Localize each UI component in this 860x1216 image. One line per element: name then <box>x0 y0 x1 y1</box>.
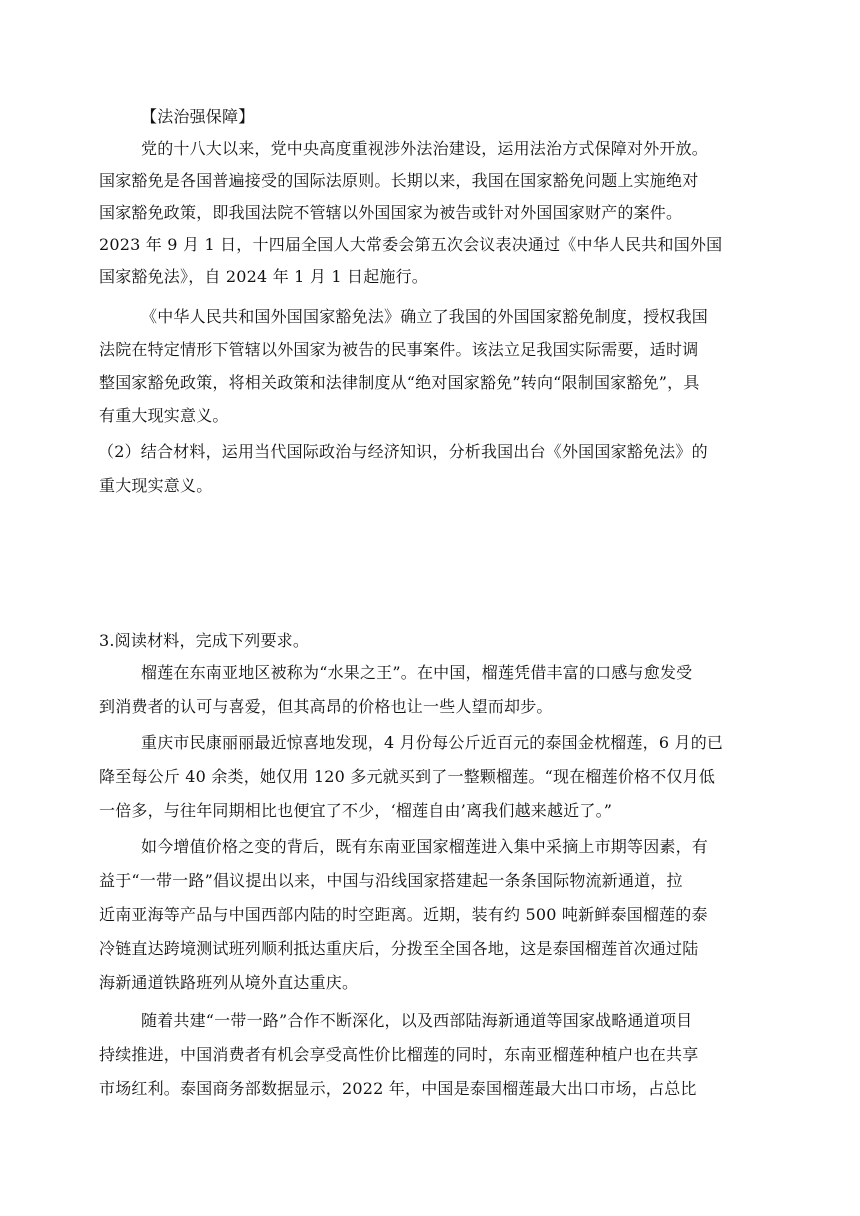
paragraph-line: 2023 年 9 月 1 日，十四届全国人大常委会第五次会议表决通过《中华人民共和国外国 <box>99 235 723 254</box>
paragraph-line: 党的十八大以来，党中央高度重视涉外法治建设，运用法治方式保障对外开放。 <box>141 139 709 158</box>
paragraph-line: 冷链直达跨境测试班列顺利抵达重庆后，分拨至全国各地，这是泰国榴莲首次通过陆 <box>99 939 699 958</box>
paragraph-line: 一倍多，与往年同期相比也便宜了不少，‘榴莲自由’离我们越来越近了。” <box>99 801 613 820</box>
paragraph-line: 海新通道铁路班列从境外直达重庆。 <box>99 973 359 992</box>
paragraph-line: 《中华人民共和国外国国家豁免法》确立了我国的外国国家豁免制度，授权我国 <box>141 307 709 326</box>
paragraph-line: 近南亚海等产品与中国西部内陆的时空距离。近期，装有约 500 吨新鲜泰国榴莲的泰 <box>99 905 708 924</box>
paragraph-line: 榴莲在东南亚地区被称为“水果之王”。在中国，榴莲凭借丰富的口感与愈发受 <box>141 663 693 682</box>
section-heading: 【法治强保障】 <box>141 107 255 126</box>
paragraph-line: 降至每公斤 40 余类，她仅用 120 多元就买到了一整颗榴莲。“现在榴莲价格不仅月低 <box>99 767 716 786</box>
paragraph-line: 到消费者的认可与喜爱，但其高昂的价格也让一些人望而却步。 <box>99 697 553 716</box>
paragraph-line: 如今增值价格之变的背后，既有东南亚国家榴莲进入集中采摘上市期等因素，有 <box>141 837 709 856</box>
paragraph-line: 市场红利。泰国商务部数据显示，2022 年，中国是泰国榴莲最大出口市场，占总比 <box>99 1079 697 1098</box>
question-line: 重大现实意义。 <box>99 476 213 495</box>
paragraph-line: 重庆市民康丽丽最近惊喜地发现，4 月份每公斤近百元的泰国金枕榴莲，6 月的已 <box>141 733 724 752</box>
paragraph-line: 随着共建“一带一路”合作不断深化，以及西部陆海新通道等国家战略通道项目 <box>141 1011 693 1030</box>
question-line: （2）结合材料，运用当代国际政治与经济知识，分析我国出台《外国国家豁免法》的 <box>98 442 708 461</box>
paragraph-line: 持续推进，中国消费者有机会享受高性价比榴莲的同时，东南亚榴莲种植户也在共享 <box>99 1045 699 1064</box>
paragraph-line: 国家豁免是各国普遍接受的国际法原则。长期以来，我国在国家豁免问题上实施绝对 <box>99 171 699 190</box>
paragraph-line: 国家豁免法》，自 2024 年 1 月 1 日起施行。 <box>99 267 428 286</box>
paragraph-line: 益于“一带一路”倡议提出以来，中国与沿线国家搭建起一条条国际物流新通道，拉 <box>99 871 683 890</box>
paragraph-line: 有重大现实意义。 <box>99 406 229 425</box>
paragraph-line: 法院在特定情形下管辖以外国家为被告的民事案件。该法立足我国实际需要，适时调 <box>99 340 699 359</box>
section-title: 3.阅读材料，完成下列要求。 <box>99 631 310 650</box>
paragraph-line: 整国家豁免政策，将相关政策和法律制度从“绝对国家豁免”转向“限制国家豁免”，具 <box>99 373 700 392</box>
paragraph-line: 国家豁免政策，即我国法院不管辖以外国国家为被告或针对外国国家财产的案件。 <box>99 203 683 222</box>
